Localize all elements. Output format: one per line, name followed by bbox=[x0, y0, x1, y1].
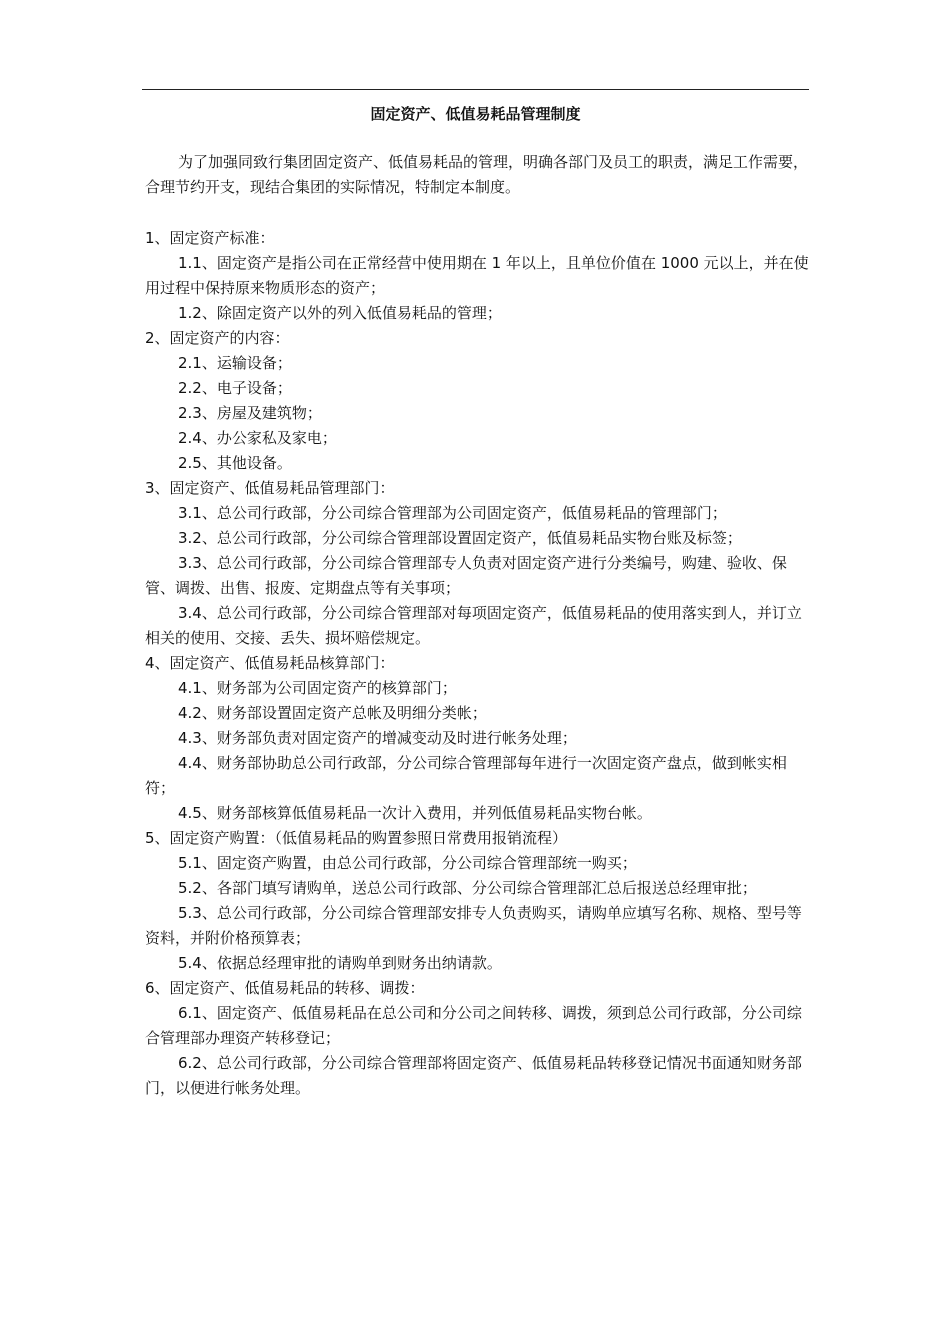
section-heading: 6、固定资产、低值易耗品的转移、调拨： bbox=[145, 979, 425, 997]
section-heading: 4、固定资产、低值易耗品核算部门： bbox=[145, 654, 395, 672]
header-rule bbox=[142, 89, 809, 90]
section-item: 4.5、财务部核算低值易耗品一次计入费用，并列低值易耗品实物台帐。 bbox=[178, 804, 652, 822]
section-item: 4.1、财务部为公司固定资产的核算部门； bbox=[178, 679, 457, 697]
document-title: 固定资产、低值易耗品管理制度 bbox=[370, 105, 581, 123]
section-item: 4.3、财务部负责对固定资产的增减变动及时进行帐务处理； bbox=[178, 729, 577, 747]
section-item: 6.1、固定资产、低值易耗品在总公司和分公司之间转移、调拨，须到总公司行政部，分公司综合管理部办理资产转移登记； bbox=[145, 1004, 802, 1047]
section-item: 2.4、办公家私及家电； bbox=[178, 429, 337, 447]
section-heading: 3、固定资产、低值易耗品管理部门： bbox=[145, 479, 395, 497]
section-item: 2.1、运输设备； bbox=[178, 354, 292, 372]
section-item: 4.4、财务部协助总公司行政部，分公司综合管理部每年进行一次固定资产盘点，做到帐实相符； bbox=[145, 754, 787, 797]
section-item: 6.2、总公司行政部，分公司综合管理部将固定资产、低值易耗品转移登记情况书面通知财务部门，以便进行帐务处理。 bbox=[145, 1054, 802, 1097]
section-item: 3.4、总公司行政部，分公司综合管理部对每项固定资产，低值易耗品的使用落实到人，并订立相关的使用、交接、丢失、损坏赔偿规定。 bbox=[145, 604, 802, 647]
section-item: 4.2、财务部设置固定资产总帐及明细分类帐； bbox=[178, 704, 487, 722]
section-item: 5.4、依据总经理审批的请购单到财务出纳请款。 bbox=[178, 954, 502, 972]
section-item: 5.2、各部门填写请购单，送总公司行政部、分公司综合管理部汇总后报送总经理审批； bbox=[178, 879, 757, 897]
intro-paragraph: 为了加强同致行集团固定资产、低值易耗品的管理，明确各部门及员工的职责，满足工作需要，合理节约开支，现结合集团的实际情况，特制定本制度。 bbox=[145, 153, 809, 196]
section-item: 5.3、总公司行政部，分公司综合管理部安排专人负责购买，请购单应填写名称、规格、型号等资料，并附价格预算表； bbox=[145, 904, 802, 947]
section-item: 5.1、固定资产购置，由总公司行政部，分公司综合管理部统一购买； bbox=[178, 854, 637, 872]
section-heading: 2、固定资产的内容： bbox=[145, 329, 290, 347]
section-item: 3.3、总公司行政部，分公司综合管理部专人负责对固定资产进行分类编号，购建、验收、保管、调拨、出售、报废、定期盘点等有关事项； bbox=[145, 554, 787, 597]
section-item: 1.2、除固定资产以外的列入低值易耗品的管理； bbox=[178, 304, 502, 322]
section-heading: 5、固定资产购置：（低值易耗品的购置参照日常费用报销流程） bbox=[145, 829, 568, 847]
section-item: 1.1、固定资产是指公司在正常经营中使用期在 1 年以上，且单位价值在 1000 元以上，并在使用过程中保持原来物质形态的资产； bbox=[145, 254, 809, 297]
section-item: 3.2、总公司行政部，分公司综合管理部设置固定资产，低值易耗品实物台账及标签； bbox=[178, 529, 742, 547]
document-body bbox=[145, 150, 812, 1101]
section-item: 2.2、电子设备； bbox=[178, 379, 292, 397]
section-item: 3.1、总公司行政部，分公司综合管理部为公司固定资产，低值易耗品的管理部门； bbox=[178, 504, 727, 522]
section-item: 2.3、房屋及建筑物； bbox=[178, 404, 322, 422]
section-item: 2.5、其他设备。 bbox=[178, 454, 292, 472]
section-heading: 1、固定资产标准： bbox=[145, 229, 275, 247]
